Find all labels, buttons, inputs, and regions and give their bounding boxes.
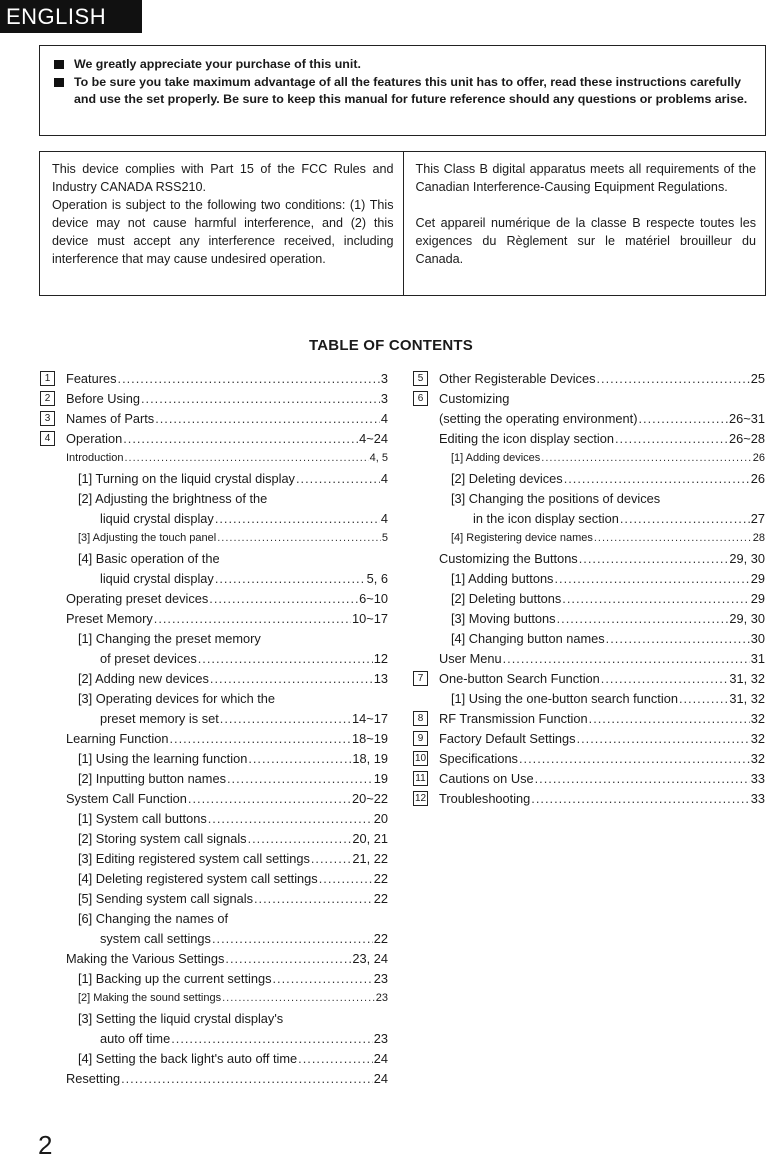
toc-entry-page: 29, 30 bbox=[729, 550, 765, 566]
toc-entry-label: Names of Parts bbox=[66, 410, 155, 426]
toc-entry-label: liquid crystal display bbox=[100, 570, 214, 586]
toc-entry-label: Customizing the Buttons bbox=[439, 550, 578, 566]
toc-entry-page: 13 bbox=[373, 670, 388, 686]
toc-entry bbox=[413, 548, 765, 568]
toc-entry bbox=[40, 668, 388, 688]
toc-entry-page: 26~31 bbox=[729, 410, 765, 426]
toc-entry bbox=[40, 1048, 388, 1068]
toc-entry-label: [1] Using the one-button search function bbox=[451, 690, 678, 706]
dot-leader bbox=[503, 651, 750, 666]
dot-leader bbox=[679, 691, 728, 706]
chapter-number-box: 4 bbox=[40, 431, 55, 446]
toc-entry bbox=[40, 388, 388, 408]
dot-leader bbox=[319, 871, 373, 886]
toc-entry bbox=[413, 448, 765, 468]
dot-leader bbox=[217, 532, 381, 544]
toc-entry-label: [1] Backing up the current settings bbox=[78, 970, 272, 986]
dot-leader bbox=[118, 371, 380, 386]
toc-entry-page: 19 bbox=[373, 770, 388, 786]
toc-entry bbox=[40, 528, 388, 548]
dot-leader bbox=[225, 951, 351, 966]
chapter-number-box: 5 bbox=[413, 371, 428, 386]
toc-entry-page: 26 bbox=[752, 452, 765, 464]
toc-entry-page: 22 bbox=[373, 870, 388, 886]
toc-entry-label: Learning Function bbox=[66, 730, 169, 746]
toc-entry-label: Making the Various Settings bbox=[66, 950, 225, 966]
toc-entry-page: 27 bbox=[750, 510, 765, 526]
toc-entry bbox=[40, 848, 388, 868]
toc-entry-label: [4] Changing button names bbox=[451, 630, 605, 646]
toc-entry-page: 5, 6 bbox=[366, 570, 388, 586]
toc-entry-page: 33 bbox=[750, 770, 765, 786]
toc-entry bbox=[413, 728, 765, 748]
toc-entry-label: Operation bbox=[66, 430, 123, 446]
dot-leader bbox=[298, 1051, 373, 1066]
toc-entry bbox=[40, 488, 388, 508]
dot-leader bbox=[209, 591, 358, 606]
toc-entry bbox=[40, 988, 388, 1008]
bullet-square-icon bbox=[54, 60, 64, 69]
toc-entry bbox=[40, 628, 388, 648]
toc-entry-label: Specifications bbox=[439, 750, 518, 766]
dot-leader bbox=[596, 371, 749, 386]
toc-entry-label: [2] Inputting button names bbox=[78, 770, 226, 786]
toc-entry-page: 32 bbox=[750, 710, 765, 726]
toc-entry bbox=[413, 508, 765, 528]
toc-entry bbox=[40, 1068, 388, 1088]
notice-line bbox=[54, 56, 753, 74]
dot-leader bbox=[606, 631, 750, 646]
toc-entry-page: 23 bbox=[373, 1030, 388, 1046]
toc-entry bbox=[413, 708, 765, 728]
toc-entry-label: [3] Moving buttons bbox=[451, 610, 556, 626]
toc-entry-label: [4] Registering device names bbox=[451, 532, 593, 544]
toc-entry-page: 28 bbox=[752, 532, 765, 544]
toc-entry-label: [4] Deleting registered system call settings bbox=[78, 870, 318, 886]
dot-leader bbox=[215, 511, 380, 526]
toc-entry-label: Resetting bbox=[66, 1070, 121, 1086]
toc-entry-label: [4] Setting the back light's auto off time bbox=[78, 1050, 298, 1066]
dot-leader bbox=[311, 851, 352, 866]
toc-entry-page: 3 bbox=[380, 390, 388, 406]
dot-leader bbox=[535, 771, 750, 786]
canada-statement bbox=[403, 152, 766, 295]
chapter-number-box: 3 bbox=[40, 411, 55, 426]
toc-entry-page: 3 bbox=[380, 370, 388, 386]
toc-entry-label: Before Using bbox=[66, 390, 140, 406]
toc-entry-page: 18~19 bbox=[352, 730, 388, 746]
toc-entry bbox=[40, 448, 388, 468]
toc-entry-page: 10~17 bbox=[352, 610, 388, 626]
dot-leader bbox=[248, 831, 352, 846]
dot-leader bbox=[531, 791, 749, 806]
toc-entry-label: Factory Default Settings bbox=[439, 730, 576, 746]
dot-leader bbox=[594, 532, 752, 544]
toc-entry-label: system call settings bbox=[100, 930, 211, 946]
toc-entry bbox=[40, 368, 388, 388]
toc-entry-label: Cautions on Use bbox=[439, 770, 534, 786]
toc-entry bbox=[413, 768, 765, 788]
toc-left-column bbox=[40, 368, 388, 1088]
toc-entry bbox=[413, 648, 765, 668]
toc-title: TABLE OF CONTENTS bbox=[309, 337, 473, 354]
dot-leader bbox=[554, 571, 749, 586]
toc-right-column bbox=[413, 368, 765, 808]
dot-leader bbox=[210, 671, 373, 686]
toc-entry-label: liquid crystal display bbox=[100, 510, 214, 526]
dot-leader bbox=[212, 931, 373, 946]
toc-entry-label: [2] Adjusting the brightness of the bbox=[78, 490, 268, 506]
toc-entry bbox=[40, 968, 388, 988]
toc-entry-label: auto off time bbox=[100, 1030, 171, 1046]
toc-entry bbox=[413, 428, 765, 448]
dot-leader bbox=[541, 452, 751, 464]
toc-entry-label: [2] Deleting devices bbox=[451, 470, 563, 486]
toc-entry bbox=[40, 688, 388, 708]
dot-leader bbox=[564, 471, 750, 486]
chapter-number-box: 12 bbox=[414, 793, 427, 804]
toc-entry-label: [3] Changing the positions of devices bbox=[451, 490, 661, 506]
dot-leader bbox=[154, 611, 351, 626]
toc-entry-label: [2] Making the sound settings bbox=[78, 992, 222, 1004]
dot-leader bbox=[272, 971, 372, 986]
toc-entry bbox=[413, 568, 765, 588]
dot-leader bbox=[248, 751, 351, 766]
toc-entry-page: 4~24 bbox=[359, 430, 388, 446]
dot-leader bbox=[519, 751, 750, 766]
toc-entry-label: One-button Search Function bbox=[439, 670, 600, 686]
dot-leader bbox=[620, 511, 750, 526]
toc-entry bbox=[40, 568, 388, 588]
appreciation-notice bbox=[39, 45, 766, 136]
toc-entry-label: [2] Storing system call signals bbox=[78, 830, 247, 846]
toc-entry-page: 6~10 bbox=[359, 590, 388, 606]
toc-entry-page: 26~28 bbox=[729, 430, 765, 446]
chapter-number-box: 7 bbox=[413, 671, 428, 686]
toc-entry bbox=[40, 468, 388, 488]
dot-leader bbox=[579, 551, 729, 566]
toc-entry-label: Features bbox=[66, 370, 117, 386]
toc-entry bbox=[413, 368, 765, 388]
toc-entry bbox=[40, 548, 388, 568]
dot-leader bbox=[123, 431, 358, 446]
dot-leader bbox=[215, 571, 366, 586]
dot-leader bbox=[198, 651, 373, 666]
toc-entry-label: [1] Adding devices bbox=[451, 452, 541, 464]
toc-entry-page: 22 bbox=[373, 930, 388, 946]
toc-entry-label: [1] Adding buttons bbox=[451, 570, 554, 586]
toc-entry-label: User Menu bbox=[439, 650, 502, 666]
toc-entry-label: [4] Basic operation of the bbox=[78, 550, 220, 566]
dot-leader bbox=[254, 891, 373, 906]
toc-entry bbox=[413, 528, 765, 548]
toc-entry bbox=[40, 888, 388, 908]
toc-entry-page: 21, 22 bbox=[352, 850, 388, 866]
toc-entry bbox=[413, 488, 765, 508]
toc-entry bbox=[40, 828, 388, 848]
toc-entry-label: [3] Setting the liquid crystal display's bbox=[78, 1010, 284, 1026]
toc-entry-page: 29, 30 bbox=[729, 610, 765, 626]
toc-entry bbox=[40, 908, 388, 928]
dot-leader bbox=[188, 791, 351, 806]
toc-entry-page: 32 bbox=[750, 750, 765, 766]
toc-entry-label: [1] Using the learning function bbox=[78, 750, 248, 766]
toc-entry bbox=[40, 1008, 388, 1028]
toc-entry-page: 31, 32 bbox=[729, 670, 765, 686]
dot-leader bbox=[169, 731, 351, 746]
dot-leader bbox=[638, 411, 728, 426]
dot-leader bbox=[155, 411, 380, 426]
toc-entry-label: System Call Function bbox=[66, 790, 187, 806]
dot-leader bbox=[121, 1071, 373, 1086]
toc-entry bbox=[413, 468, 765, 488]
toc-entry-page: 22 bbox=[373, 890, 388, 906]
dot-leader bbox=[601, 671, 729, 686]
toc-entry-label: [6] Changing the names of bbox=[78, 910, 229, 926]
fcc-statement bbox=[40, 152, 403, 295]
toc-entry-page: 23 bbox=[375, 992, 388, 1004]
dot-leader bbox=[296, 471, 380, 486]
page-number: 2 bbox=[38, 1130, 53, 1160]
toc-entry-page: 20 bbox=[373, 810, 388, 826]
toc-entry-page: 31 bbox=[750, 650, 765, 666]
toc-entry-page: 14~17 bbox=[352, 710, 388, 726]
toc-entry-page: 31, 32 bbox=[729, 690, 765, 706]
toc-entry-page: 26 bbox=[750, 470, 765, 486]
dot-leader bbox=[557, 611, 729, 626]
dot-leader bbox=[589, 711, 750, 726]
toc-entry bbox=[40, 608, 388, 628]
dot-leader bbox=[577, 731, 750, 746]
toc-entry-label: Preset Memory bbox=[66, 610, 153, 626]
toc-entry bbox=[40, 728, 388, 748]
chapter-number-box: 8 bbox=[413, 711, 428, 726]
toc-entry-page: 4 bbox=[380, 470, 388, 486]
toc-entry bbox=[40, 868, 388, 888]
toc-entry-label: Editing the icon display section bbox=[439, 430, 614, 446]
toc-entry-page: 5 bbox=[381, 532, 388, 544]
dot-leader bbox=[171, 1031, 373, 1046]
toc-entry-label: of preset devices bbox=[100, 650, 197, 666]
toc-entry-label: [1] Changing the preset memory bbox=[78, 630, 261, 646]
toc-entry bbox=[40, 588, 388, 608]
dot-leader bbox=[227, 771, 373, 786]
toc-entry-label: [3] Editing registered system call settings bbox=[78, 850, 310, 866]
toc-entry-page: 24 bbox=[373, 1050, 388, 1066]
toc-entry bbox=[40, 788, 388, 808]
dot-leader bbox=[615, 431, 728, 446]
dot-leader bbox=[220, 711, 351, 726]
chapter-number-box: 6 bbox=[413, 391, 428, 406]
toc-entry bbox=[413, 748, 765, 768]
compliance-box bbox=[39, 151, 766, 296]
toc-entry-label: [3] Adjusting the touch panel bbox=[78, 532, 217, 544]
toc-entry-label: Operating preset devices bbox=[66, 590, 209, 606]
toc-entry bbox=[40, 948, 388, 968]
toc-entry-label: Introduction bbox=[66, 452, 124, 464]
language-tab: ENGLISH bbox=[0, 0, 142, 33]
toc-entry bbox=[40, 768, 388, 788]
toc-entry-label: RF Transmission Function bbox=[439, 710, 588, 726]
toc-entry-page: 20~22 bbox=[352, 790, 388, 806]
canada-paragraph-en: This Class B digital apparatus meets all requirements of the Canadian Interference-Causing Equipment Regulations. bbox=[415, 162, 756, 194]
toc-entry-page: 33 bbox=[750, 790, 765, 806]
toc-entry-label: Troubleshooting bbox=[439, 790, 531, 806]
toc-entry-page: 23, 24 bbox=[352, 950, 388, 966]
toc-entry-page: 12 bbox=[373, 650, 388, 666]
chapter-number-box: 11 bbox=[413, 771, 428, 786]
toc-entry-label: [5] Sending system call signals bbox=[78, 890, 253, 906]
toc-entry-page: 18, 19 bbox=[352, 750, 388, 766]
canada-paragraph-fr: Cet appareil numérique de la classe B respecte toutes les exigences du Règlement sur le matériel brouilleur du Canada. bbox=[415, 216, 756, 266]
toc-entry-page: 24 bbox=[373, 1070, 388, 1086]
dot-leader bbox=[141, 391, 380, 406]
toc-entry-page: 25 bbox=[750, 370, 765, 386]
toc-entry bbox=[413, 588, 765, 608]
notice-text: We greatly appreciate your purchase of this unit. bbox=[74, 57, 361, 71]
toc-entry bbox=[40, 1028, 388, 1048]
toc-entry bbox=[40, 708, 388, 728]
toc-entry-label: in the icon display section bbox=[473, 510, 619, 526]
toc-entry-label: [3] Operating devices for which the bbox=[78, 690, 276, 706]
toc-entry bbox=[40, 648, 388, 668]
bullet-square-icon bbox=[54, 78, 64, 87]
toc-entry-label: Customizing bbox=[439, 390, 510, 406]
toc-entry-label: [2] Adding new devices bbox=[78, 670, 209, 686]
toc-entry-page: 32 bbox=[750, 730, 765, 746]
toc-entry-label: Other Registerable Devices bbox=[439, 370, 596, 386]
notice-line bbox=[54, 74, 753, 109]
dot-leader bbox=[208, 811, 373, 826]
chapter-number-box: 1 bbox=[40, 371, 55, 386]
notice-text: To be sure you take maximum advantage of all the features this unit has to offer, read these instructions carefully and use the set properly. Be sure to keep this manual for future reference should any questions or problems arise. bbox=[74, 74, 748, 106]
toc-entry bbox=[413, 608, 765, 628]
toc-entry-label: (setting the operating environment) bbox=[439, 410, 638, 426]
toc-entry bbox=[40, 928, 388, 948]
toc-entry-label: [2] Deleting buttons bbox=[451, 590, 562, 606]
chapter-number-box: 10 bbox=[414, 753, 427, 764]
toc-entry bbox=[413, 668, 765, 688]
toc-entry bbox=[413, 388, 765, 408]
toc-entry bbox=[40, 408, 388, 428]
toc-entry-label: preset memory is set bbox=[100, 710, 219, 726]
toc-entry-page: 30 bbox=[750, 630, 765, 646]
toc-entry bbox=[413, 628, 765, 648]
toc-entry-page: 29 bbox=[750, 590, 765, 606]
toc-entry bbox=[40, 508, 388, 528]
toc-entry-page: 4 bbox=[380, 510, 388, 526]
chapter-number-box: 2 bbox=[40, 391, 55, 406]
toc-entry bbox=[40, 748, 388, 768]
toc-entry bbox=[413, 788, 765, 808]
dot-leader bbox=[222, 992, 375, 1004]
fcc-paragraph: This device complies with Part 15 of the FCC Rules and Industry CANADA RSS210. bbox=[52, 162, 394, 194]
toc-entry-page: 23 bbox=[373, 970, 388, 986]
dot-leader bbox=[562, 591, 749, 606]
chapter-number-box: 9 bbox=[413, 731, 428, 746]
toc-entry-page: 4, 5 bbox=[369, 452, 388, 464]
toc-entry-page: 20, 21 bbox=[352, 830, 388, 846]
toc-entry-label: [1] System call buttons bbox=[78, 810, 207, 826]
toc-entry bbox=[413, 688, 765, 708]
toc-entry bbox=[40, 808, 388, 828]
fcc-paragraph: Operation is subject to the following two conditions: (1) This device may not cause harmful interference, and (2) this device must accept any interference received, including interference that may cause undesired operation. bbox=[52, 198, 394, 266]
toc-entry-page: 29 bbox=[750, 570, 765, 586]
toc-entry-label: [1] Turning on the liquid crystal display bbox=[78, 470, 295, 486]
toc-entry bbox=[40, 428, 388, 448]
dot-leader bbox=[124, 452, 368, 464]
toc-entry-page: 4 bbox=[380, 410, 388, 426]
toc-entry bbox=[413, 408, 765, 428]
